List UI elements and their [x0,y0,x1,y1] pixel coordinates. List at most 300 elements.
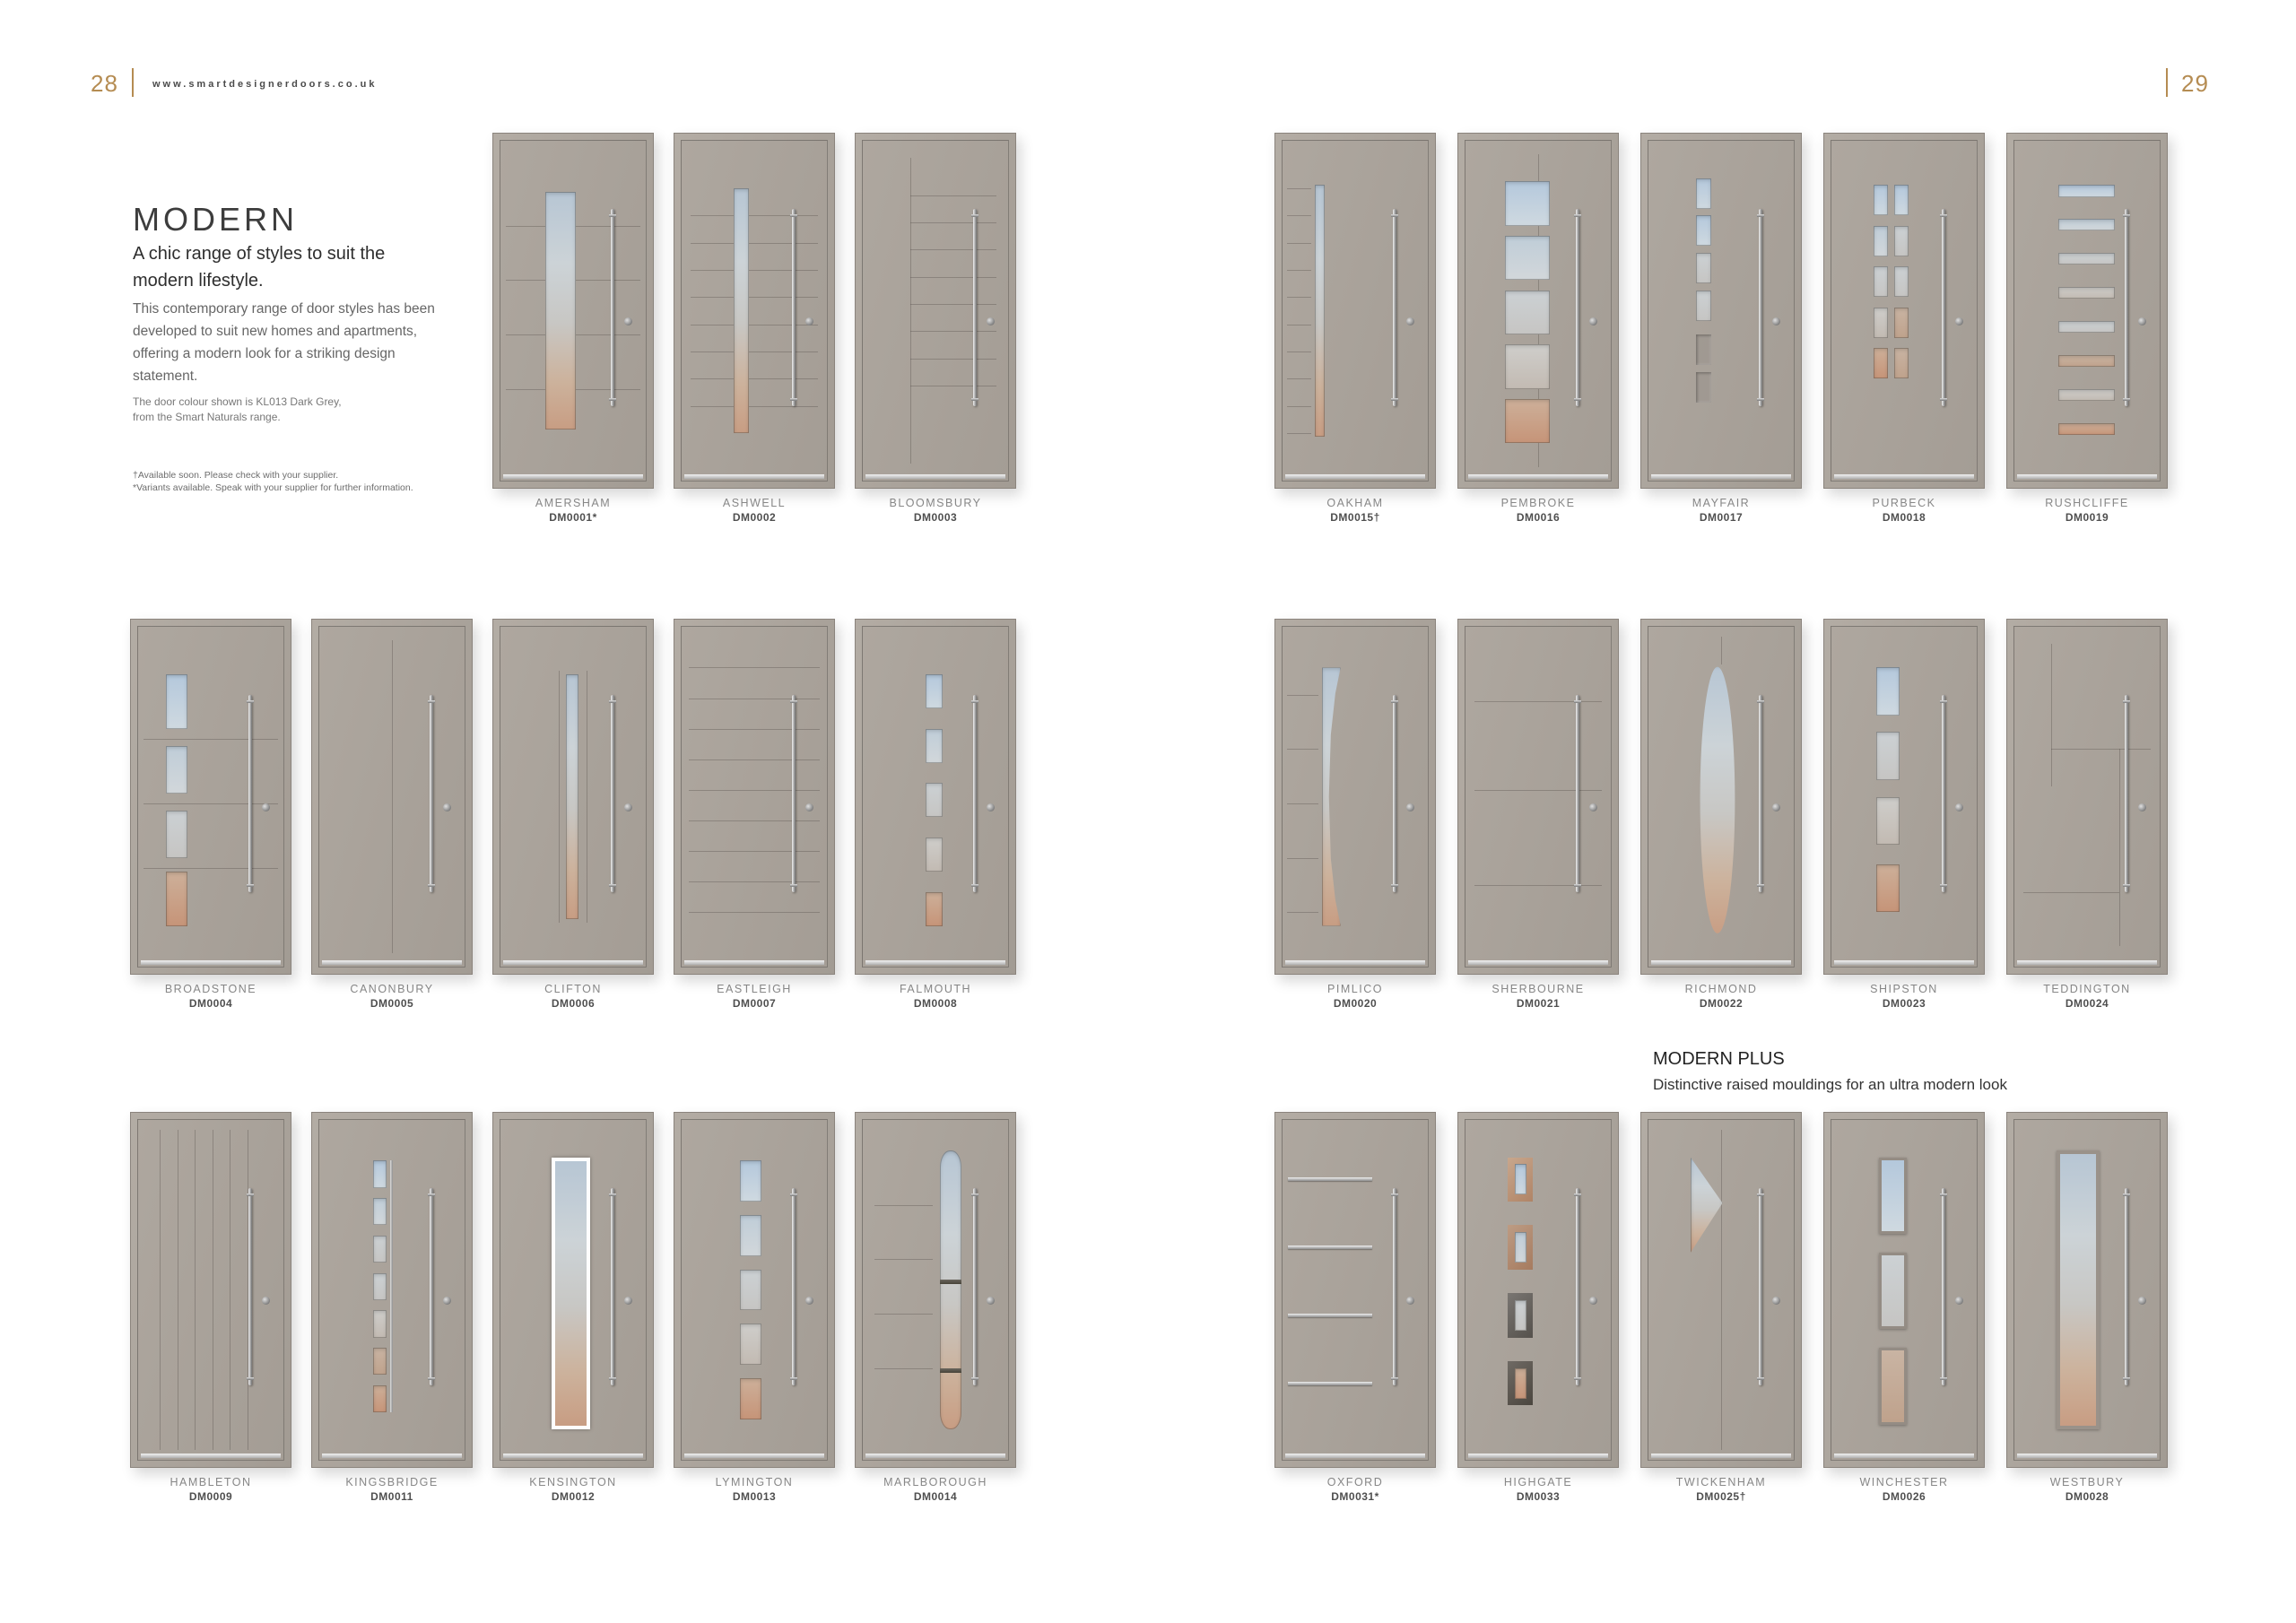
door-card [311,1112,473,1503]
door-threshold [1468,474,1608,479]
door-threshold [503,474,643,479]
door-leaf [500,1119,647,1461]
door-leaf [1831,626,1978,968]
door-handle [973,695,977,892]
door-glass-panel [1696,291,1710,321]
door-glass-panel [1696,178,1710,209]
door-lock-knob [1955,317,1963,325]
door-name: BLOOMSBURY [889,497,982,509]
door-lock-knob [624,317,632,325]
door-detail [910,195,996,196]
door-detail [940,1368,961,1373]
door-threshold [141,1454,281,1458]
door-handle [792,695,796,892]
page-number-left: 28 [91,70,118,97]
door-card [2006,619,2168,1010]
door-detail [1287,243,1312,244]
door-handle [973,209,977,406]
door-handle [611,695,614,892]
door-handle [1576,1188,1579,1385]
door-lock-knob [987,317,995,325]
door-glass-panel [1874,266,1888,297]
door-detail [1287,803,1319,804]
door-glass-panel [373,1273,387,1300]
door-image [1640,133,1802,489]
door-handle [1942,209,1945,406]
door-name: CANONBURY [350,983,434,995]
door-glass-panel [1698,664,1742,936]
door-threshold [1651,1454,1791,1458]
door-name: WESTBURY [2049,1476,2125,1488]
door-detail [1288,1245,1372,1249]
door-detail [144,803,277,804]
door-handle [1942,695,1945,892]
door-name: PIMLICO [1327,983,1383,995]
door-threshold [1285,474,1425,479]
door-glass-panel [740,1324,761,1364]
door-detail [691,406,819,407]
door-code: DM0018 [1882,511,1926,524]
door-image [492,1112,654,1468]
door-threshold [2017,474,2157,479]
door-detail [392,640,393,953]
door-glass-panel [740,1378,761,1419]
door-glass-panel [1876,667,1900,715]
door-name: MARLBOROUGH [883,1476,987,1488]
door-glass-panel [1876,864,1900,912]
door-code: DM0002 [732,511,777,524]
door-image [674,1112,835,1468]
door-detail [1287,749,1319,750]
door-detail [1287,297,1312,298]
door-name: OXFORD [1326,1476,1384,1488]
door-code: DM0014 [913,1490,958,1503]
door-card [1823,133,1985,524]
door-image [1640,619,1802,975]
door-image [492,619,654,975]
door-detail [559,671,560,922]
door-glass-panel [740,1270,761,1310]
door-threshold [1468,960,1608,965]
door-code: DM0001* [549,511,597,524]
door-glass-panel [1505,236,1550,280]
door-leaf [1282,626,1429,968]
door-glass-panel [2058,287,2115,299]
door-card [2006,1112,2168,1503]
door-name: KENSINGTON [529,1476,617,1488]
door-lock-knob [805,317,813,325]
door-glass-panel [1691,1158,1723,1253]
door-leaf [1465,140,1612,482]
door-detail [910,331,996,332]
door-glass-panel [926,729,943,763]
door-detail [1474,701,1603,702]
door-handle [1759,1188,1762,1385]
door-lock-knob [624,803,632,812]
door-name: ASHWELL [722,497,787,509]
door-lock-knob [1589,803,1597,812]
door-image [2006,1112,2168,1468]
door-lock-knob [987,1297,995,1305]
door-leaf [862,1119,1009,1461]
door-threshold [865,1454,1005,1458]
door-leaf [681,140,828,482]
door-code: DM0011 [370,1490,413,1503]
door-image [1823,133,1985,489]
door-glass-panel [926,783,943,817]
door-glass-panel [373,1198,387,1225]
footnote-available-soon: †Available soon. Please check with your supplier. [133,470,339,481]
door-glass-panel [373,1236,387,1263]
door-glass-panel [1505,344,1550,388]
door-glass-panel [1874,226,1888,256]
section-body: This contemporary range of door styles has been developed to suit new homes and apartments, offering a modern look for a striking design statement. [133,301,435,384]
door-card [674,133,835,524]
door-leaf [1465,626,1612,968]
door-glass-panel [373,1385,387,1412]
door-image [1457,133,1619,489]
door-card [1640,619,1802,1010]
door-detail [2051,644,2052,786]
door-detail [874,1259,933,1260]
door-glass-panel [2057,1150,2100,1429]
door-threshold [2017,1454,2157,1458]
door-detail [691,243,819,244]
door-code: DM0003 [913,511,958,524]
door-detail [691,378,819,379]
door-detail [1288,1177,1372,1181]
door-leaf [1648,140,1795,482]
door-image [2006,133,2168,489]
door-code: DM0008 [913,997,958,1010]
door-image [674,133,835,489]
door-lock-knob [1406,1297,1414,1305]
door-glass-panel [1894,226,1909,256]
door-code: DM0023 [1882,997,1926,1010]
door-glass-panel [1315,185,1325,436]
door-name: RUSHCLIFFE [2045,497,2129,509]
door-glass-panel [166,674,187,729]
door-handle [973,1188,977,1385]
door-code: DM0005 [370,997,414,1010]
door-card [855,619,1016,1010]
door-image [1640,1112,1802,1468]
door-threshold [1285,960,1425,965]
door-lock-knob [1772,317,1780,325]
door-grid-right-row1 [1274,133,2168,524]
door-code: DM0026 [1882,1490,1926,1503]
door-card [1274,133,1436,524]
door-glass-panel [940,1150,961,1429]
door-detail [910,359,996,360]
door-leaf [1831,1119,1978,1461]
door-code: DM0012 [551,1490,596,1503]
door-detail [874,1205,933,1206]
door-glass-panel [166,811,187,858]
door-detail [1721,1130,1722,1449]
door-glass-panel [1515,1232,1526,1263]
modern-plus-subtitle: Distinctive raised mouldings for an ultra modern look [1653,1076,2007,1093]
door-name: AMERSHAM [535,497,612,509]
colour-note-line1: The door colour shown is KL013 Dark Grey, [133,395,342,408]
door-lock-knob [1955,803,1963,812]
door-detail [689,851,820,852]
door-glass-panel [1515,1164,1526,1194]
door-glass-panel [1874,308,1888,338]
door-threshold [1285,1454,1425,1458]
door-card [1640,133,1802,524]
door-threshold [1651,960,1791,965]
door-threshold [503,1454,643,1458]
door-leaf [500,626,647,968]
door-leaf [681,626,828,968]
door-handle [611,1188,614,1385]
door-detail [144,739,277,740]
door-lock-knob [1772,803,1780,812]
door-detail [1287,695,1319,696]
door-glass-panel [566,674,579,919]
door-grid-left-row1 [492,133,1016,524]
door-lock-knob [805,803,813,812]
door-detail [689,820,820,821]
door-threshold [1834,960,1974,965]
door-name: BROADSTONE [164,983,257,995]
door-detail [689,881,820,882]
door-glass-panel [373,1348,387,1375]
door-lock-knob [262,803,270,812]
door-detail [1287,270,1312,271]
door-handle [792,209,796,406]
door-glass-panel [2058,185,2115,196]
door-handle [1393,695,1396,892]
door-image [311,619,473,975]
door-handle [1393,1188,1396,1385]
door-lock-knob [2138,1297,2146,1305]
door-card [674,1112,835,1503]
door-leaf [318,1119,465,1461]
footnotes [133,470,509,494]
door-glass-panel [1696,253,1710,283]
door-glass-panel [1874,348,1888,378]
door-name: FALMOUTH [899,983,972,995]
door-leaf [862,140,1009,482]
door-handle [792,1188,796,1385]
door-image [674,619,835,975]
door-code: DM0004 [188,997,233,1010]
door-card [1457,133,1619,524]
door-image [1823,1112,1985,1468]
door-threshold [1834,1454,1974,1458]
door-threshold [322,960,462,965]
door-detail [195,1130,196,1449]
door-threshold [684,1454,824,1458]
door-threshold [141,960,281,965]
page-rule-left [132,68,134,97]
door-leaf [2013,140,2161,482]
door-handle [1393,209,1396,406]
door-detail [691,270,819,271]
door-glass-panel [1505,181,1550,225]
door-image [855,133,1016,489]
door-detail [910,158,911,464]
door-handle [1759,695,1762,892]
door-detail [1288,1382,1372,1385]
door-glass-panel [2058,219,2115,230]
door-detail [1288,1314,1372,1317]
door-card [1640,1112,1802,1503]
door-threshold [1834,474,1974,479]
door-card [1457,1112,1619,1503]
door-lock-knob [624,1297,632,1305]
door-detail [2051,749,2152,750]
door-name: TWICKENHAM [1675,1476,1767,1488]
door-glass-panel [545,192,576,430]
door-code: DM0007 [732,997,777,1010]
door-handle [2125,695,2128,892]
door-glass-panel [740,1215,761,1255]
door-lock-knob [1589,317,1597,325]
door-grid-right-row2 [1274,619,2168,1010]
door-lock-knob [1955,1297,1963,1305]
door-lock-knob [443,803,451,812]
door-glass-panel [166,872,187,926]
door-card [1457,619,1619,1010]
door-image [311,1112,473,1468]
door-leaf [1282,1119,1429,1461]
colour-note [133,395,438,425]
site-url: www.smartdesignerdoors.co.uk [152,79,378,90]
door-glass-panel [2058,355,2115,367]
door-name: RICHMOND [1684,983,1758,995]
door-image [130,1112,291,1468]
door-glass-panel [373,1160,387,1187]
door-glass-panel [1876,732,1900,779]
door-name: SHERBOURNE [1492,983,1585,995]
door-threshold [503,960,643,965]
door-code: DM0009 [188,1490,233,1503]
door-glass-panel [1505,291,1550,334]
door-detail [1696,372,1710,403]
door-handle [2125,209,2128,406]
door-name: OAKHAM [1326,497,1384,509]
door-name: HIGHGATE [1503,1476,1573,1488]
door-grid-left-row2 [130,619,1016,1010]
door-detail [689,790,820,791]
door-detail [689,759,820,760]
door-code: DM0019 [2065,511,2109,524]
door-card [2006,133,2168,524]
door-glass-panel [166,746,187,794]
door-threshold [684,474,824,479]
door-leaf [1648,1119,1795,1461]
door-code: DM0024 [2065,997,2109,1010]
door-card [311,619,473,1010]
door-card [855,1112,1016,1503]
door-code: DM0015† [1330,511,1380,524]
door-detail [1287,406,1312,407]
door-card [855,133,1016,524]
door-detail [2119,749,2120,946]
door-detail [691,215,819,216]
door-detail [1721,637,1722,664]
door-leaf [1282,140,1429,482]
door-lock-knob [1406,803,1414,812]
door-leaf [681,1119,828,1461]
door-glass-panel [2058,253,2115,265]
door-image [855,619,1016,975]
section-subtitle: A chic range of styles to suit the modern lifestyle. [133,244,386,291]
door-code: DM0025† [1696,1490,1746,1503]
door-glass-panel [1515,1300,1526,1331]
door-name: PEMBROKE [1500,497,1576,509]
door-detail [689,912,820,913]
door-detail [1287,378,1312,379]
door-card [1274,1112,1436,1503]
door-image [1457,619,1619,975]
door-detail [874,1314,933,1315]
door-name: HAMBLETON [170,1476,252,1488]
door-glass-panel [1894,266,1909,297]
door-glass-panel [734,188,748,433]
door-code: DM0028 [2065,1490,2109,1503]
door-handle [430,1188,433,1385]
door-image [2006,619,2168,975]
door-name: CLIFTON [544,983,602,995]
door-card [1274,619,1436,1010]
door-name: PURBECK [1872,497,1936,509]
door-card [674,619,835,1010]
door-glass-panel [1894,308,1909,338]
door-card [1823,1112,1985,1503]
door-threshold [1651,474,1791,479]
door-threshold [865,960,1005,965]
door-name: SHIPSTON [1870,983,1938,995]
door-detail [1474,885,1603,886]
door-leaf [2013,1119,2161,1461]
door-handle [1759,209,1762,406]
door-code: DM0016 [1516,511,1561,524]
door-code: DM0020 [1333,997,1378,1010]
door-image [1274,619,1436,975]
door-detail [2023,892,2119,893]
section-title: MODERN [133,201,298,238]
door-grid-right-row3 [1274,1112,2168,1503]
door-image [492,133,654,489]
door-card [492,1112,654,1503]
door-leaf [137,626,284,968]
door-detail [910,277,996,278]
door-lock-knob [1406,317,1414,325]
door-detail [689,729,820,730]
door-glass-panel [926,892,943,926]
door-handle [611,209,614,406]
door-name: KINGSBRIDGE [345,1476,439,1488]
door-threshold [684,960,824,965]
door-glass-panel [2058,423,2115,435]
door-leaf [1831,140,1978,482]
door-threshold [2017,960,2157,965]
door-name: LYMINGTON [715,1476,794,1488]
door-image [855,1112,1016,1468]
door-glass-panel [926,838,943,872]
door-card [130,619,291,1010]
door-detail [1287,912,1319,913]
door-threshold [1468,1454,1608,1458]
door-name: TEDDINGTON [2043,983,2131,995]
door-detail [1287,188,1312,189]
door-detail [910,222,996,223]
door-leaf [1465,1119,1612,1461]
